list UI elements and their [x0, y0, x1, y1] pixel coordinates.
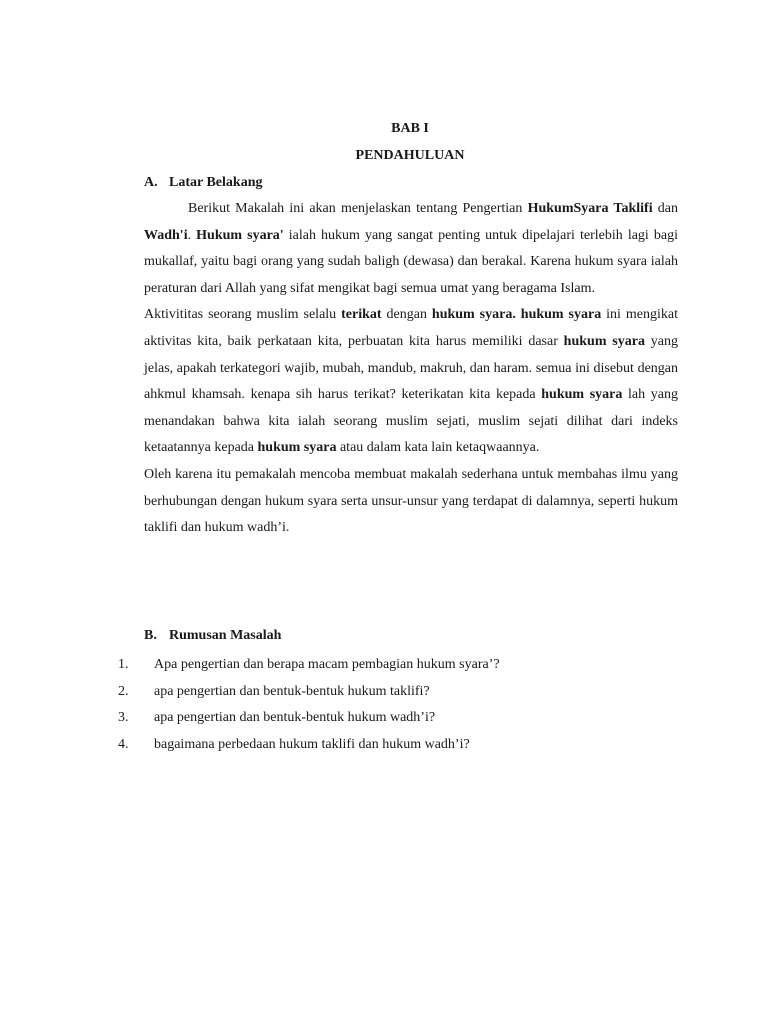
section-b-heading	[144, 628, 281, 644]
section-b-label: B.	[144, 628, 157, 643]
background-body	[144, 196, 678, 542]
paragraph-2: Aktivititas seorang muslim selalu terikat dengan hukum syara. hukum syara ini mengikat aktivitas kita, baik perkataan kita, perbuatan kita harus memiliki dasar hukum syara yang jelas, apakah terkategori wajib, mubah, mandub, makruh, dan haram. semua ini disebut dengan ahkmul khamsah. kenapa sih harus terikat? keterikatan kita kepada hukum syara lah yang menandakan bahwa kita ialah seorang muslim sejati, muslim sejati dilihat dari indeks ketaatannya kepada hukum syara atau dalam kata lain ketaqwaannya.	[144, 307, 678, 456]
list-item: 4. bagaimana perbedaan hukum taklifi dan hukum wadh’i?	[118, 736, 470, 752]
paragraph-3: Oleh karena itu pemakalah mencoba membuat makalah sederhana untuk membahas ilmu yang berhubungan dengan hukum syara serta unsur-unsur yang terdapat di dalamnya, seperti hukum taklifi dan hukum wadh’i.	[144, 466, 678, 536]
section-a-title: Latar Belakang	[169, 175, 263, 190]
list-item: 1. Apa pengertian dan berapa macam pembagian hukum syara’?	[118, 657, 500, 672]
problem-list	[118, 655, 500, 761]
section-a-label: A.	[144, 175, 158, 190]
list-item: 3. apa pengertian dan bentuk-bentuk hukum wadh’i?	[118, 710, 436, 725]
chapter-title: PENDAHULUAN	[355, 148, 465, 163]
section-a-heading	[144, 175, 262, 191]
chapter-number: BAB I	[391, 121, 429, 136]
list-item: 2. apa pengertian dan bentuk-bentuk hukum taklifi?	[118, 683, 430, 699]
paragraph-1: Berikut Makalah ini akan menjelaskan tentang Pengertian HukumSyara Taklifi dan Wadh'i. Hukum syara' ialah hukum yang sangat penting untuk dipelajari terlebih lagi bagi mukallaf, yaitu bagi orang yang sudah baligh (dewasa) dan berakal. Karena hukum syara ialah peraturan dari Allah yang sifat mengikat bagi semua umat yang beragama Islam.	[144, 201, 679, 296]
section-b-title: Rumusan Masalah	[169, 628, 282, 643]
